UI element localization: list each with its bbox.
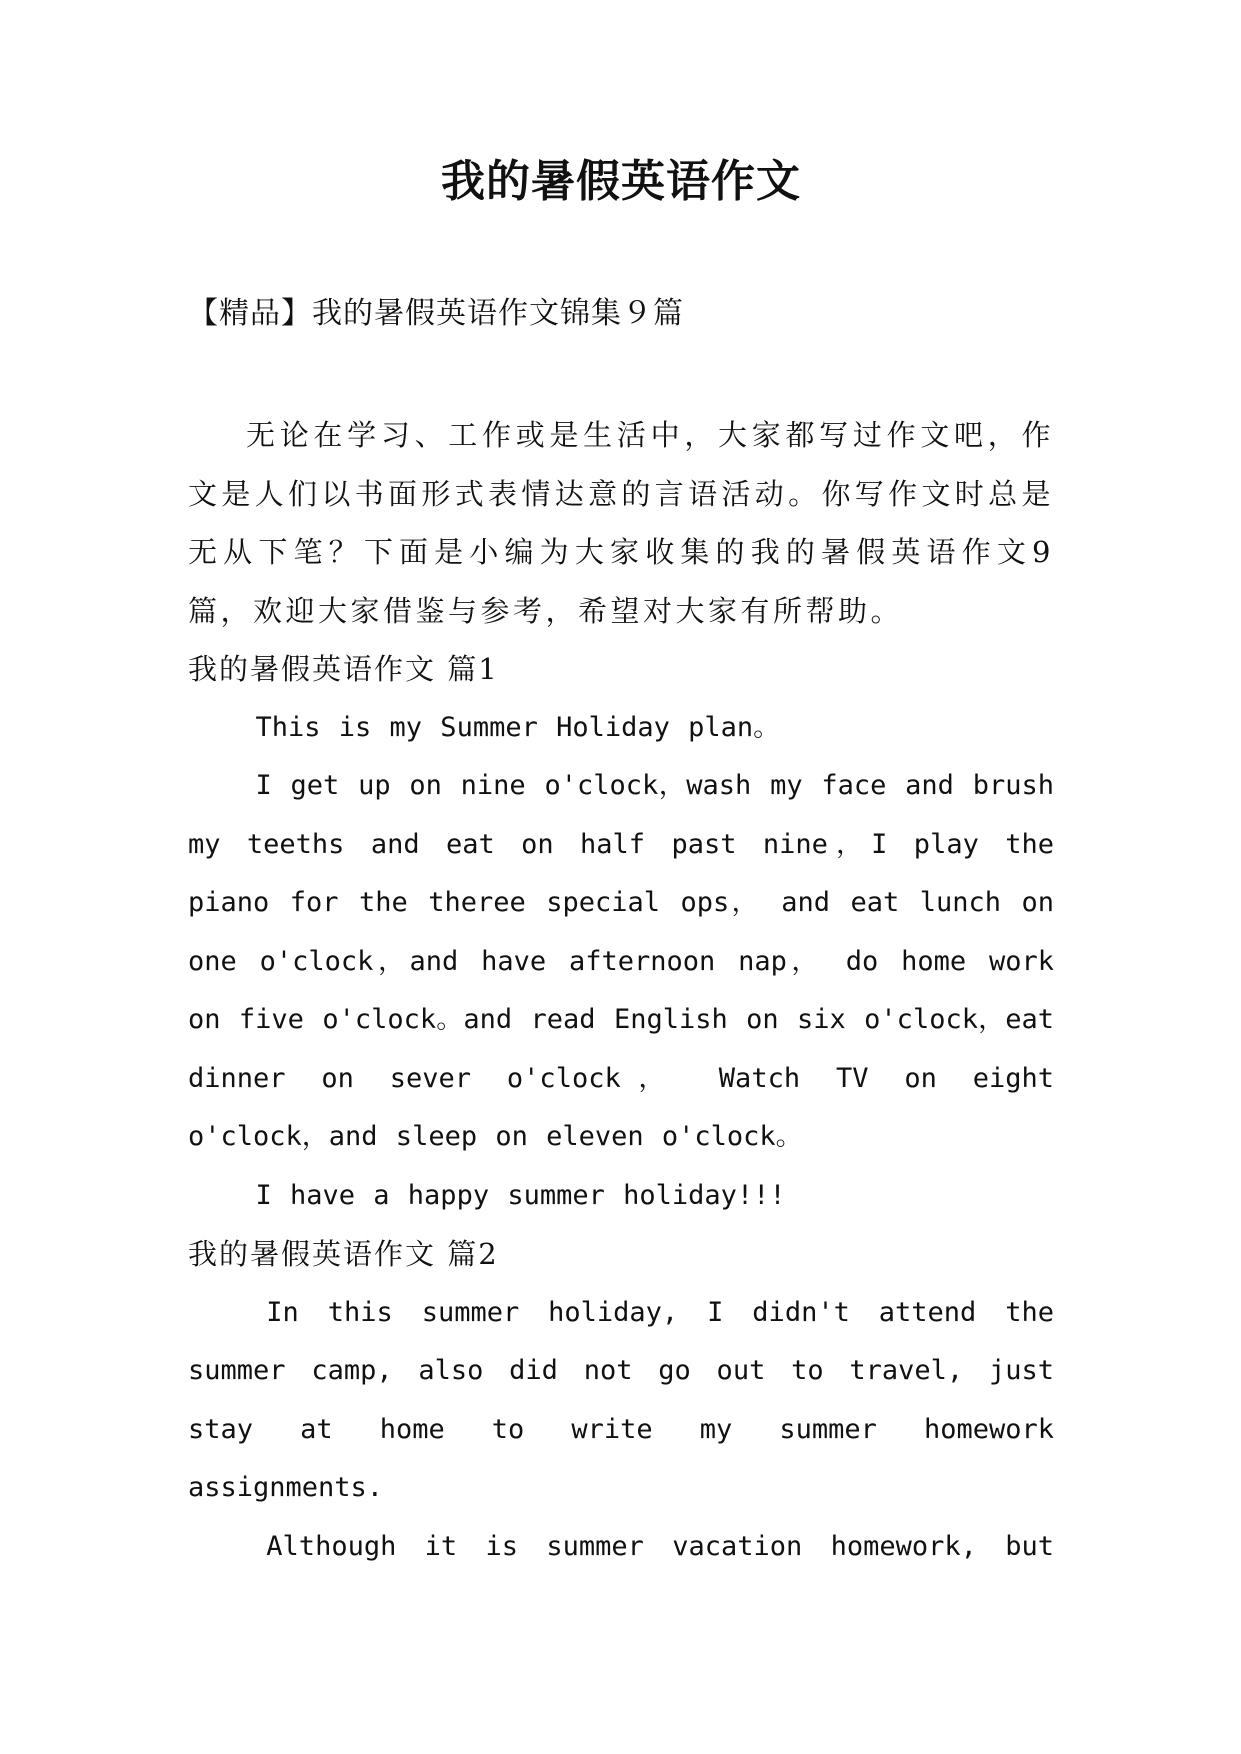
document-subtitle: 【精品】我的暑假英语作文锦集９篇	[188, 296, 684, 331]
section-heading: 我的暑假英语作文 篇1	[188, 652, 499, 686]
document-title: 我的暑假英语作文	[441, 156, 801, 207]
document-page	[188, 0, 1054, 1754]
section-paragraph: This is my Summer Holiday plan。	[255, 711, 781, 743]
section-paragraph: In this summer holiday, I didn't attend the summer camp, also did not go out to travel, just stay at home to write my summer homework assignments.	[188, 1296, 1054, 1503]
section-heading: 我的暑假英语作文 篇2	[188, 1237, 499, 1271]
section-paragraph: Although it is summer vacation homework, but	[266, 1530, 1054, 1562]
section-paragraph: I get up on nine o'clock，wash my face and brush my teeths and eat on half past nine，I play the piano for the theree special ops， and eat lunch on one o'clock，and have afternoon nap， do home work on five o'clock。and read English on six o'clock，eat dinner on sever o'clock， Watch TV on eight o'clock，and sleep on eleven o'clock。	[188, 770, 1054, 1152]
section-paragraph: I have a happy summer holiday!!!	[255, 1179, 786, 1211]
document-body	[188, 406, 1054, 1576]
intro-paragraph: 无论在学习、工作或是生活中，大家都写过作文吧，作文是人们以书面形式表情达意的言语活动。你写作文时总是无从下笔？下面是小编为大家收集的我的暑假英语作文9篇，欢迎大家借鉴与参考，希望对大家有所帮助。	[188, 418, 1054, 628]
